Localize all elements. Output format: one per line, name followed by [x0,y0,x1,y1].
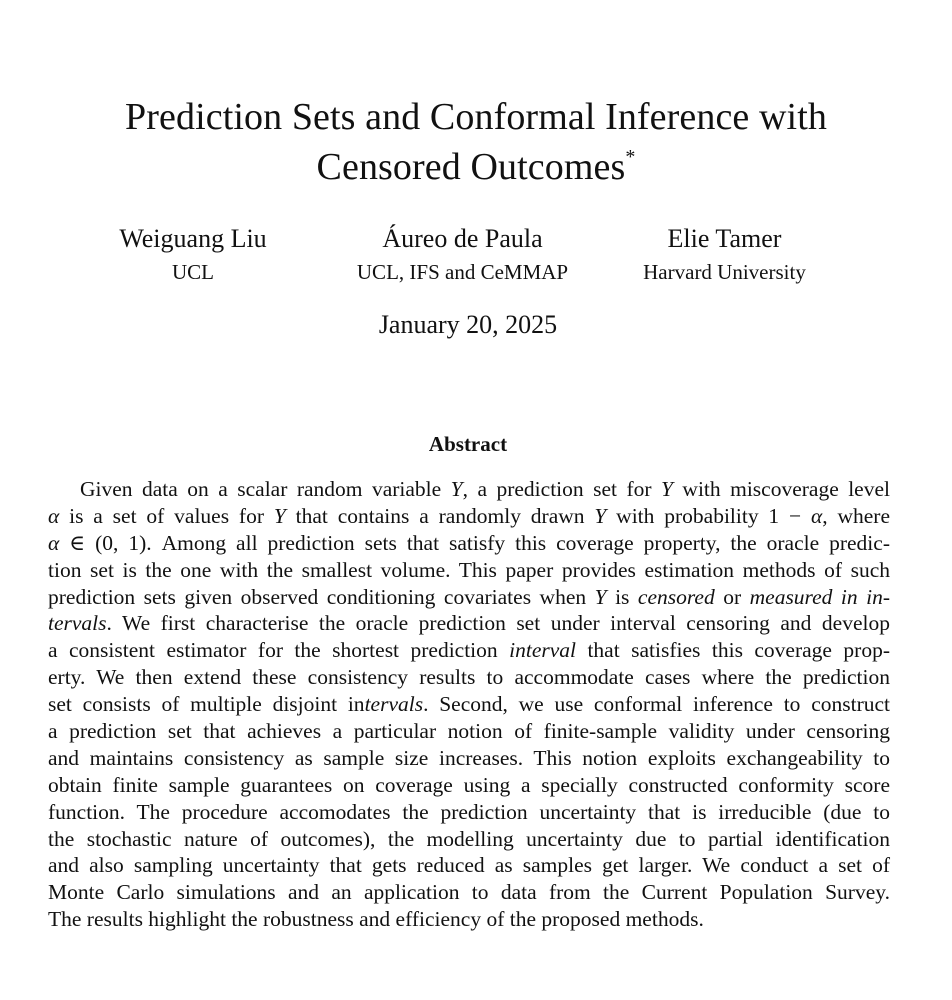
math-symbol: α [48,530,60,555]
abstract-heading: Abstract [428,432,508,456]
math-symbol: α [48,503,60,528]
author-block [612,222,837,286]
abstract-line: obtain finite sample guarantees on coverage using a specially constructed conformity score [48,772,890,797]
abstract-line: Monte Carlo simulations and an application to data from the Current Population Survey. [48,880,890,905]
abstract-line: a prediction set that achieves a particular notion of finite-sample validity under censoring [48,719,890,744]
emphasis-text: tervals [48,611,107,636]
title-line-2 [0,142,952,192]
abstract-line: and also sampling uncertainty that gets reduced as samples get larger. We conduct a set of [48,853,890,878]
title-line-1: Prediction Sets and Conformal Inference with [125,96,827,138]
author-block [93,222,293,286]
abstract-line: tervals. We first characterise the oracle prediction set under interval censoring and develop [48,611,890,636]
emphasis-text: interval [509,638,576,663]
abstract-line: Given data on a scalar random variable Y, a prediction set for Y with miscoverage level [80,477,890,501]
abstract-line: set consists of multiple disjoint intervals. Second, we use conformal inference to construct [48,692,890,717]
abstract-body [48,476,890,933]
author-affiliation: UCL [172,260,214,284]
author-affiliation: Harvard University [643,260,806,284]
math-symbol: Y [450,477,463,501]
title-footnote-mark: * [625,146,636,169]
math-symbol: Y [273,503,286,528]
emphasis-text: measured in in- [749,584,891,609]
abstract-line: a consistent estimator for the shortest prediction interval that satisfies this coverage prop- [48,638,890,663]
math-symbol: Y [594,584,607,609]
abstract-line: α is a set of values for Y that contains a randomly drawn Y with probability 1 − α, where [48,503,890,528]
abstract-line: prediction sets given observed conditioning covariates when Y is censored or measured in in- [48,584,891,609]
abstract-line: α ∈ (0, 1). Among all prediction sets that satisfy this coverage property, the oracle predic- [48,530,890,555]
abstract-line: and maintains consistency as sample size increases. This notion exploits exchangeability to [48,745,890,770]
author-name: Weiguang Liu [119,224,267,253]
author-name: Elie Tamer [667,224,782,253]
author-block [325,222,600,286]
math-symbol: Y [594,503,607,528]
math-symbol: Y [660,477,673,501]
title-line-2-text: Censored Outcomes [316,146,626,188]
author-affiliation: UCL, IFS and CeMMAP [356,260,569,284]
abstract-line: function. The procedure accomodates the prediction uncertainty that is irreducible (due to [48,799,890,824]
abstract-line: tion set is the one with the smallest volume. This paper provides estimation methods of such [48,557,890,582]
math-symbol: α [810,503,823,528]
abstract-line: The results highlight the robustness and efficiency of the proposed methods. [48,907,704,932]
publication-date: January 20, 2025 [378,310,558,339]
emphasis-text: censored [637,584,715,609]
paper-title [0,92,952,192]
abstract-line: erty. We then extend these consistency results to accommodate cases where the prediction [48,665,890,690]
author-name: Áureo de Paula [382,224,543,253]
abstract-line: the stochastic nature of outcomes), the modelling uncertainty due to partial identification [48,826,890,851]
emphasis-text: tervals [364,692,424,717]
